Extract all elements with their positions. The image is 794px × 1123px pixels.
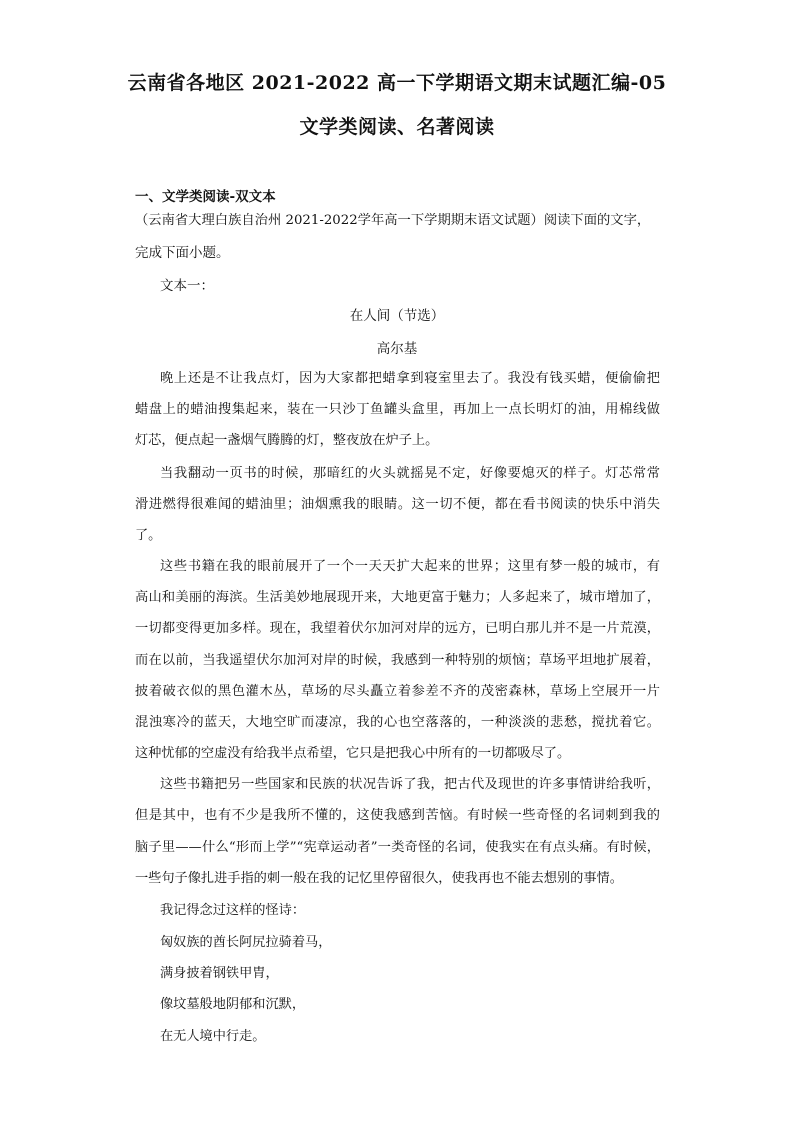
paragraph-line: 一切都变得更加多样。现在，我望着伏尔加河对岸的远方，已明白那儿并不是一片荒漠， <box>135 621 660 636</box>
paragraph-line: 而在以前，当我遥望伏尔加河对岸的时候，我感到一种特别的烦恼；草场平坦地扩展着， <box>135 653 660 668</box>
paragraph-line: 当我翻动一页书的时候，那暗红的火头就摇晃不定，好像要熄灭的样子。灯芯常常 <box>160 466 660 481</box>
text-label: 文本一： <box>160 278 214 294</box>
paragraph-line: 晚上还是不让我点灯，因为大家都把蜡拿到寝室里去了。我没有钱买蜡，便偷偷把 <box>160 371 660 386</box>
poem-line: 在无人境中行走。 <box>160 1029 266 1044</box>
paragraph-line: 蜡盘上的蜡油搜集起来，装在一只沙丁鱼罐头盒里，再加上一点长明灯的油，用棉线做 <box>135 402 660 417</box>
paragraph-line: 这些书籍把另一些国家和民族的状况告诉了我，把古代及现世的许多事情讲给我听， <box>160 777 660 792</box>
paragraph-line: 混浊寒冷的蓝天，大地空旷而凄凉，我的心也空落落的，一种淡淡的悲愁，搅扰着它。 <box>135 715 660 730</box>
source-note-line-1: （云南省大理白族自治州 2021-2022学年高一下学期期末语文试题）阅读下面的文字， <box>135 213 651 228</box>
poem-line: 满身披着钢铁甲胄， <box>160 966 279 981</box>
paragraph-line: 这些书籍在我的眼前展开了一个一天天扩大起来的世界；这里有梦一般的城市，有 <box>160 559 660 574</box>
document-subtitle: 文学类阅读、名著阅读 <box>299 116 495 138</box>
section-heading: 一、文学类阅读-双文本 <box>135 189 276 205</box>
paragraph-line: 一些句子像扎进手指的刺一般在我的记忆里停留很久，使我再也不能去想别的事情。 <box>135 871 623 886</box>
paragraph-line: 高山和美丽的海滨。生活美妙地展现开来，大地更富于魅力；人多起来了，城市增加了， <box>135 590 660 605</box>
paragraph-line: 披着破衣似的黑色灌木丛，草场的尽头矗立着参差不齐的茂密森林，草场上空展开一片 <box>135 684 660 699</box>
article-author: 高尔基 <box>376 341 418 357</box>
paragraph-line: 了。 <box>135 528 162 543</box>
paragraph-line: 但是其中，也有不少是我所不懂的，这使我感到苦恼。有时候一些奇怪的名词刺到我的 <box>135 808 660 823</box>
poem-line: 像坟墓般地阴郁和沉默， <box>160 997 306 1012</box>
paragraph-line: 这种忧郁的空虚没有给我半点希望，它只是把我心中所有的一切都吸尽了。 <box>135 746 571 761</box>
paragraph-line: 脑子里——什么“形而上学”“宪章运动者”一类奇怪的名词，使我实在有点头痛。有时候， <box>135 840 660 855</box>
paragraph-line: 滑进燃得很难闻的蜡油里；油烟熏我的眼睛。这一切不便，都在看书阅读的快乐中消失 <box>135 497 660 512</box>
document-title: 云南省各地区 2021-2022 高一下学期语文期末试题汇编-05 <box>127 72 667 94</box>
paragraph-line: 灯芯，便点起一盏烟气腾腾的灯，整夜放在炉子上。 <box>135 433 439 448</box>
article-title: 在人间（节选） <box>349 308 445 324</box>
source-note-line-2: 完成下面小题。 <box>135 245 230 261</box>
poem-line: 匈奴族的酋长阿尻拉骑着马， <box>160 935 332 950</box>
paragraph-line: 我记得念过这样的怪诗： <box>160 903 306 918</box>
